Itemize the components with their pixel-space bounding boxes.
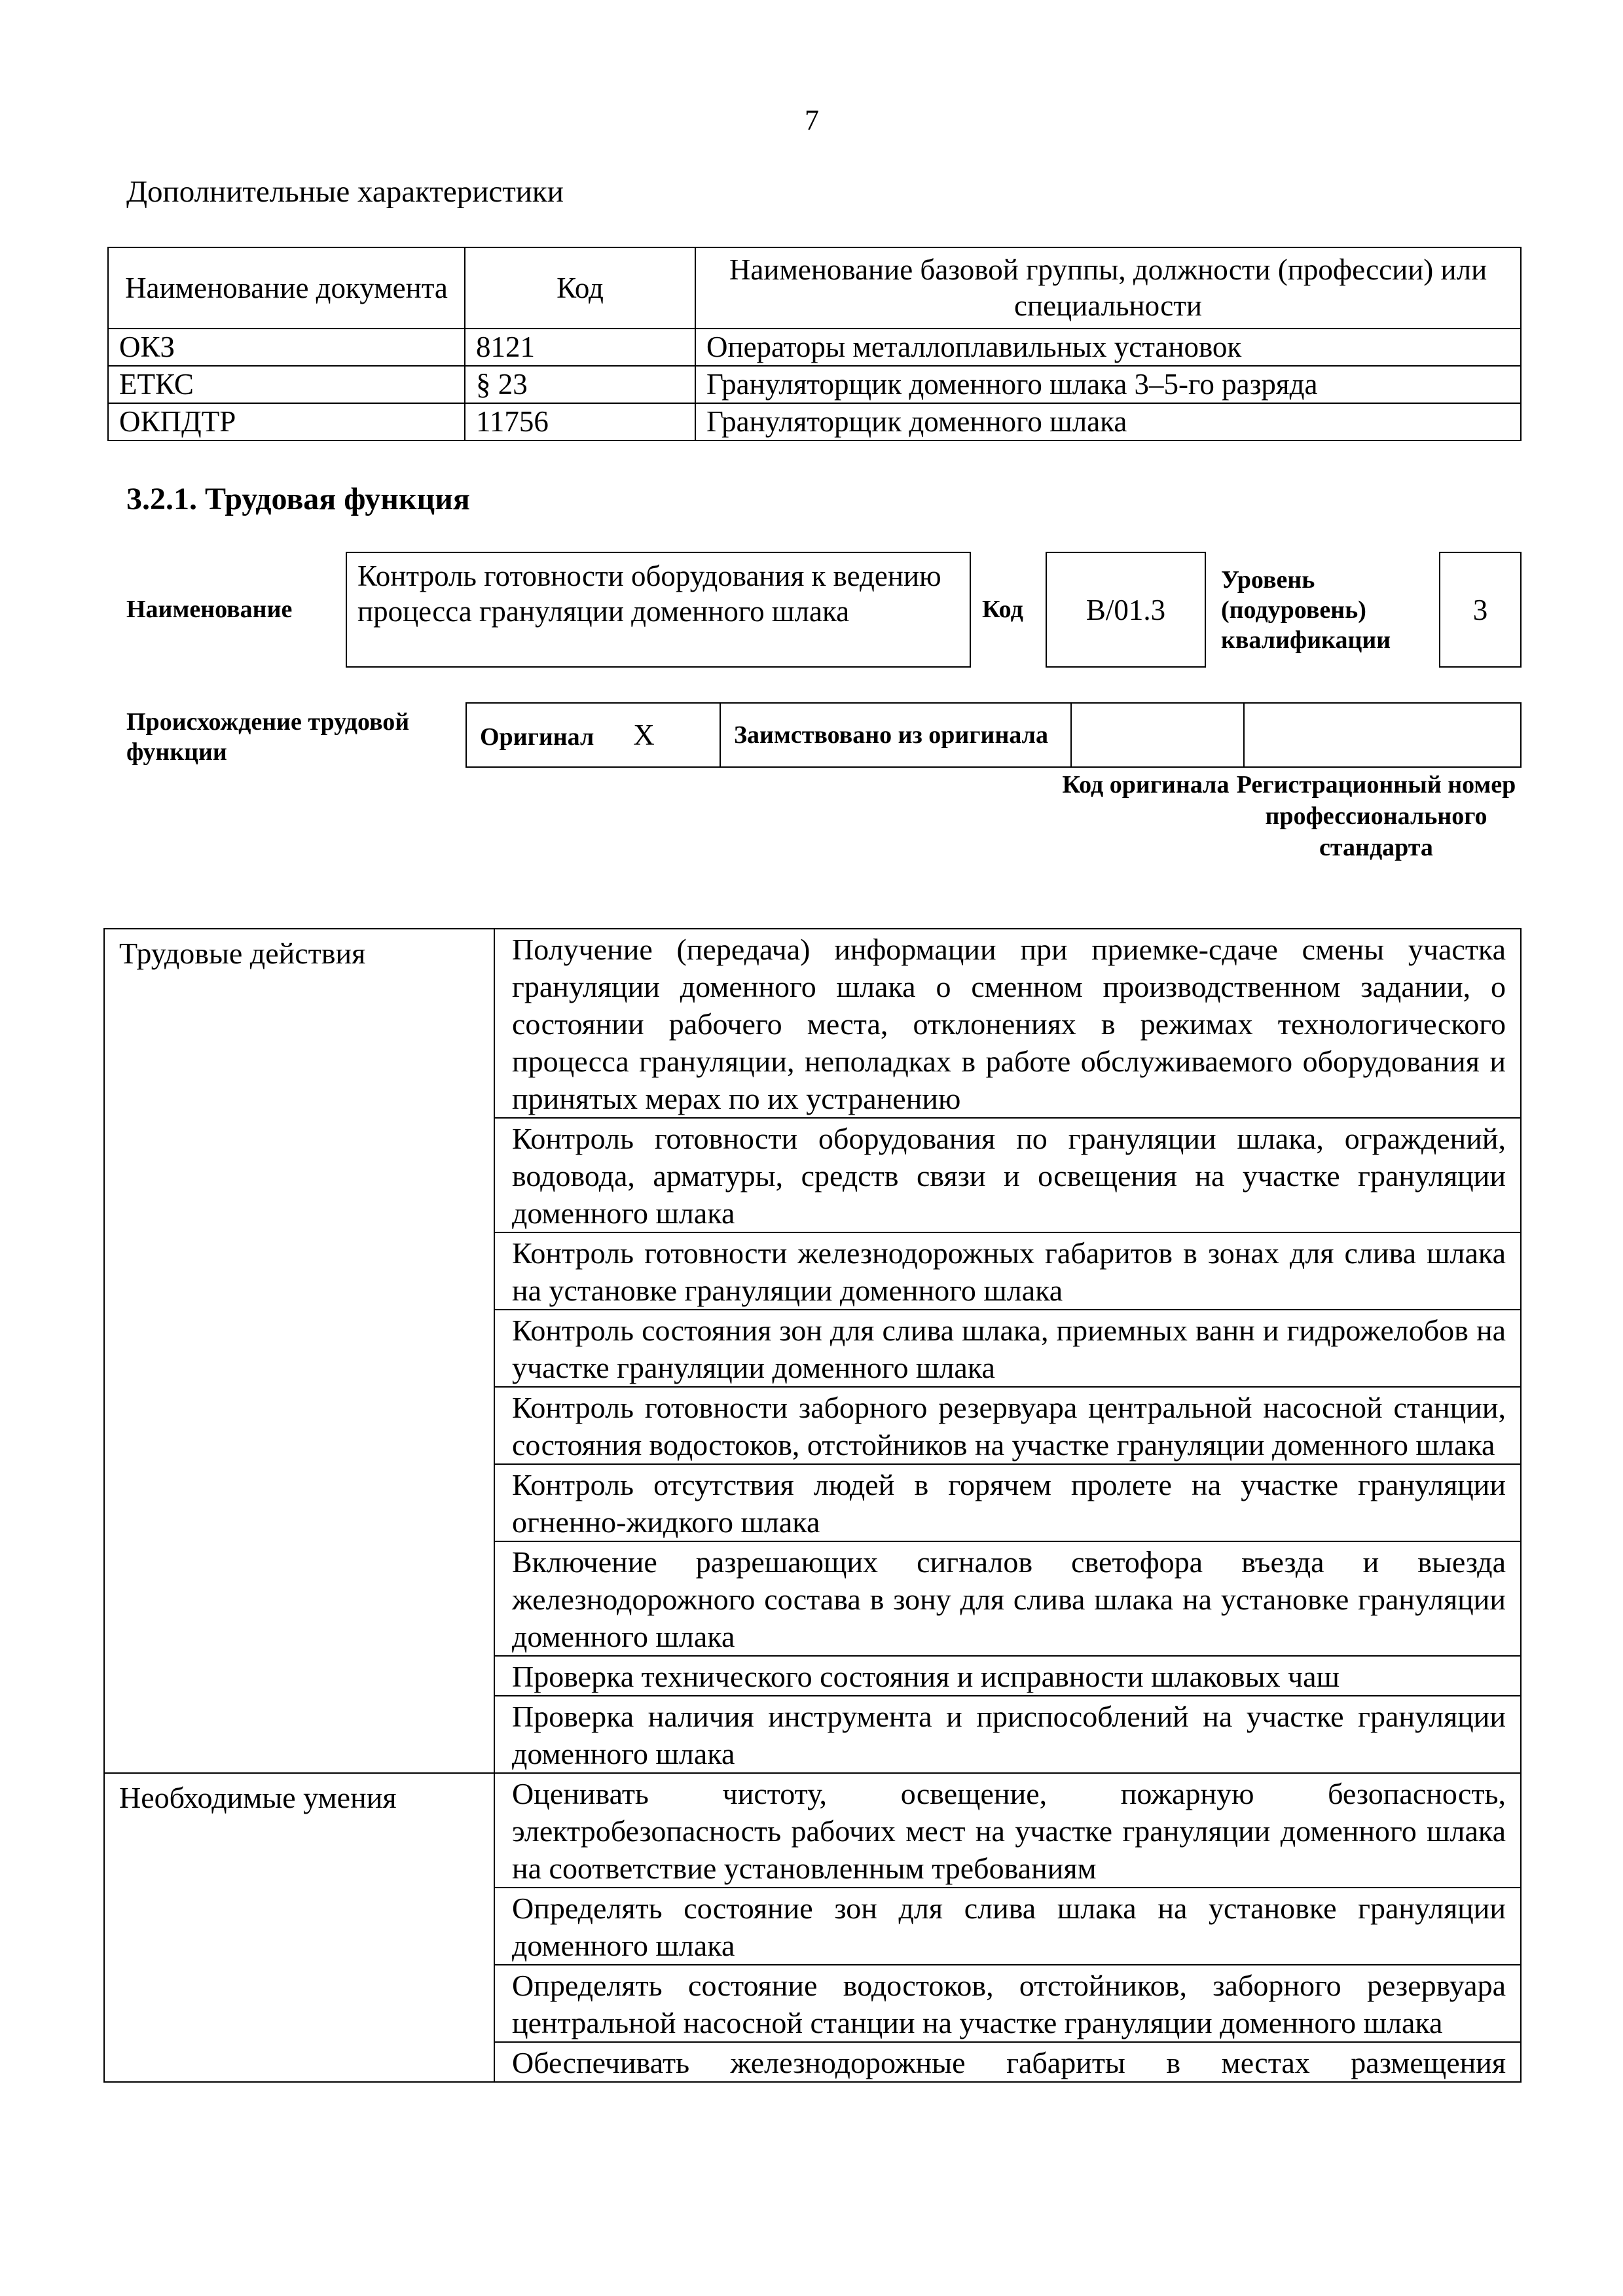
table-row [108, 329, 1521, 366]
table-row [104, 929, 1521, 1118]
action-item: Получение (передача) информации при приемке-сдаче смены участка грануляции доменного шлака о сменном производственном задании, о состоянии рабочего места, отклонениях в режимах технологического процесса грануляции, неполадках в работе обслуживаемого оборудования и принятых мерах по их устранению [494, 929, 1521, 1118]
level-label: Уровень (подуровень) квалификации [1221, 566, 1391, 654]
cell-code: 8121 [465, 329, 695, 366]
origin-reg-cell [1244, 703, 1521, 767]
action-item: Контроль готовности оборудования по грануляции шлака, ограждений, водовода, арматуры, средств связи и освещения на участке грануляции доменного шлака [494, 1118, 1521, 1232]
table-row [104, 1773, 1521, 1888]
header-code: Код [465, 247, 695, 329]
cell-code: § 23 [465, 366, 695, 403]
action-item: Контроль отсутствия людей в горячем пролете на участке грануляции огненно-жидкого шлака [494, 1464, 1521, 1541]
action-item: Контроль готовности железнодорожных габаритов в зонах для слива шлака на установке грануляции доменного шлака [494, 1232, 1521, 1310]
name-label: Наименование [126, 596, 293, 623]
actions-label: Трудовые действия [104, 929, 494, 1773]
function-name-box: Контроль готовности оборудования к ведению процесса грануляции доменного шлака [346, 552, 971, 668]
skill-item: Определять состояние зон для слива шлака на установке грануляции доменного шлака [494, 1888, 1521, 1965]
table-row [108, 366, 1521, 403]
origin-table [465, 702, 1522, 768]
origin-mark: X [633, 719, 655, 751]
header-group-name: Наименование базовой группы, должности (профессии) или специальности [695, 247, 1521, 329]
code-label: Код [982, 596, 1023, 623]
origin-original-cell [466, 703, 720, 767]
action-item: Проверка технического состояния и исправности шлаковых чаш [494, 1656, 1521, 1696]
cell-document: ОКПДТР [108, 403, 465, 440]
cell-group-name: Грануляторщик доменного шлака 3–5-го разряда [695, 366, 1521, 403]
table-row [108, 403, 1521, 440]
additional-characteristics-heading: Дополнительные характеристики [126, 175, 564, 209]
header-document: Наименование документа [108, 247, 465, 329]
table-header-row [108, 247, 1521, 329]
action-item: Проверка наличия инструмента и приспособлений на участке грануляции доменного шлака [494, 1696, 1521, 1773]
origin-borrowed-cell: Заимствовано из оригинала [720, 703, 1071, 767]
cell-group-name: Операторы металлоплавильных установок [695, 329, 1521, 366]
origin-label: Происхождение трудовой функции [126, 708, 410, 766]
section-title: 3.2.1. Трудовая функция [126, 482, 470, 516]
cell-code: 11756 [465, 403, 695, 440]
origin-code-cell [1071, 703, 1244, 767]
skill-item: Обеспечивать железнодорожные габариты в местах размещения [494, 2042, 1521, 2082]
action-item: Контроль готовности заборного резервуара центральной насосной станции, состояния водостоков, отстойников на участке грануляции доменного шлака [494, 1387, 1521, 1464]
action-item: Включение разрешающих сигналов светофора въезда и выезда железнодорожного состава в зону для слива шлака на установке грануляции доменного шлака [494, 1541, 1521, 1656]
level-box: 3 [1439, 552, 1522, 668]
cell-document: ОКЗ [108, 329, 465, 366]
cell-group-name: Грануляторщик доменного шлака [695, 403, 1521, 440]
skill-item: Определять состояние водостоков, отстойников, заборного резервуара центральной насосной станции на участке грануляции доменного шлака [494, 1965, 1521, 2042]
origin-original-label: Оригинал [480, 723, 594, 751]
function-code-box: B/01.3 [1046, 552, 1206, 668]
skill-item: Оценивать чистоту, освещение, пожарную безопасность, электробезопасность рабочих мест на участке грануляции доменного шлака на соответствие установленным требованиям [494, 1773, 1521, 1888]
skills-label: Необходимые умения [104, 1773, 494, 2082]
page-number: 7 [805, 104, 819, 136]
additional-characteristics-table [107, 247, 1522, 441]
caption-original-code: Код оригинала [1062, 771, 1230, 798]
caption-reg-number: Регистрационный номер профессионального стандарта [1236, 771, 1516, 861]
cell-document: ЕТКС [108, 366, 465, 403]
action-item: Контроль состояния зон для слива шлака, приемных ванн и гидрожелобов на участке грануляции доменного шлака [494, 1310, 1521, 1387]
labour-function-table [103, 928, 1522, 2083]
